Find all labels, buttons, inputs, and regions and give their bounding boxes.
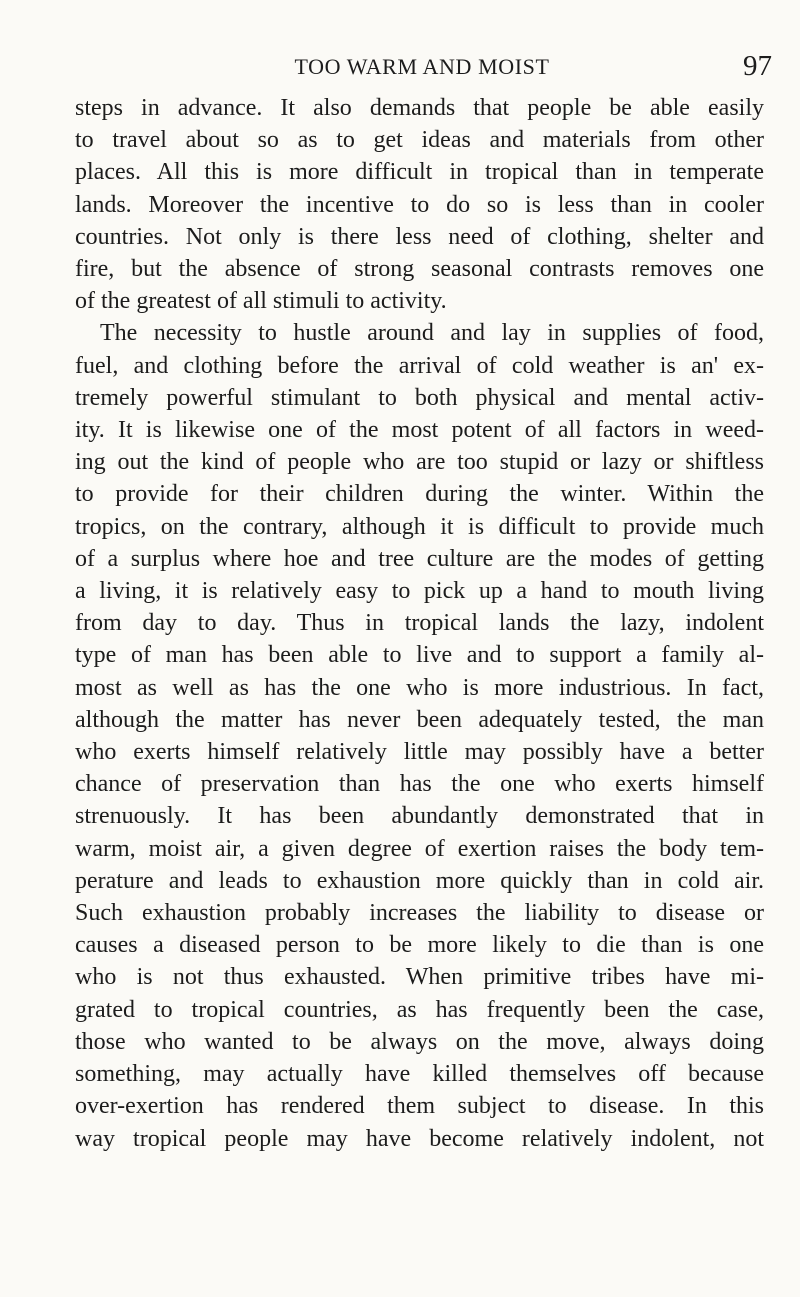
text-line: to provide for their children during the winter. Within the [75, 481, 764, 508]
text-line: lands. Moreover the incentive to do so is less than in cooler [75, 191, 764, 218]
text-line: chance of preservation than has the one who exerts himself [75, 771, 764, 798]
text-line: ity. It is likewise one of the most potent of all factors in weed- [75, 417, 764, 444]
text-line: fuel, and clothing before the arrival of cold weather is an' ex- [75, 352, 764, 379]
text-line: warm, moist air, a given degree of exertion raises the body tem- [75, 835, 764, 862]
text-line: a living, it is relatively easy to pick up a hand to mouth living [75, 578, 764, 605]
running-head [72, 50, 772, 86]
text-line: to travel about so as to get ideas and materials from other [75, 127, 764, 154]
text-line: who exerts himself relatively little may possibly have a better [75, 739, 764, 766]
text-line: from day to day. Thus in tropical lands the lazy, indolent [75, 610, 764, 637]
text-line: fire, but the absence of strong seasonal contrasts removes one [75, 256, 764, 283]
text-line: ing out the kind of people who are too stupid or lazy or shiftless [75, 449, 764, 476]
text-line: over-exertion has rendered them subject to disease. In this [75, 1093, 764, 1120]
text-line: who is not thus exhausted. When primitive tribes have mi- [75, 964, 764, 991]
text-line: places. All this is more difficult in tropical than in temperate [75, 159, 764, 186]
text-line: although the matter has never been adequately tested, the man [75, 706, 764, 733]
text-line: strenuously. It has been abundantly demonstrated that in [75, 803, 764, 830]
text-line: type of man has been able to live and to support a family al- [75, 642, 764, 669]
text-line: those who wanted to be always on the move, always doing [75, 1028, 764, 1055]
text-line: Such exhaustion probably increases the liability to disease or [75, 900, 764, 927]
text-line: steps in advance. It also demands that people be able easily [75, 95, 764, 121]
text-line: perature and leads to exhaustion more quickly than in cold air. [75, 867, 764, 894]
running-title: TOO WARM AND MOIST [294, 54, 550, 79]
paragraph-1 [75, 92, 764, 317]
text-line: tropics, on the contrary, although it is difficult to provide much [75, 513, 764, 540]
text-line: of a surplus where hoe and tree culture are the modes of getting [75, 545, 764, 572]
text-line: countries. Not only is there less need of clothing, shelter and [75, 223, 764, 250]
paragraph-2 [75, 317, 764, 1154]
text-line: tremely powerful stimulant to both physical and mental activ- [75, 384, 764, 411]
text-line: causes a diseased person to be more likely to die than is one [75, 932, 764, 959]
text-line: of the greatest of all stimuli to activity. [75, 288, 447, 315]
text-line: The necessity to hustle around and lay in supplies of food, [100, 320, 764, 347]
text-line: way tropical people may have become relatively indolent, not [75, 1125, 764, 1152]
page-number: 97 [743, 50, 772, 82]
text-line: grated to tropical countries, as has frequently been the case, [75, 996, 764, 1023]
body-text [75, 92, 764, 1155]
text-line: most as well as has the one who is more industrious. In fact, [75, 674, 764, 701]
text-line: something, may actually have killed themselves off because [75, 1061, 764, 1088]
